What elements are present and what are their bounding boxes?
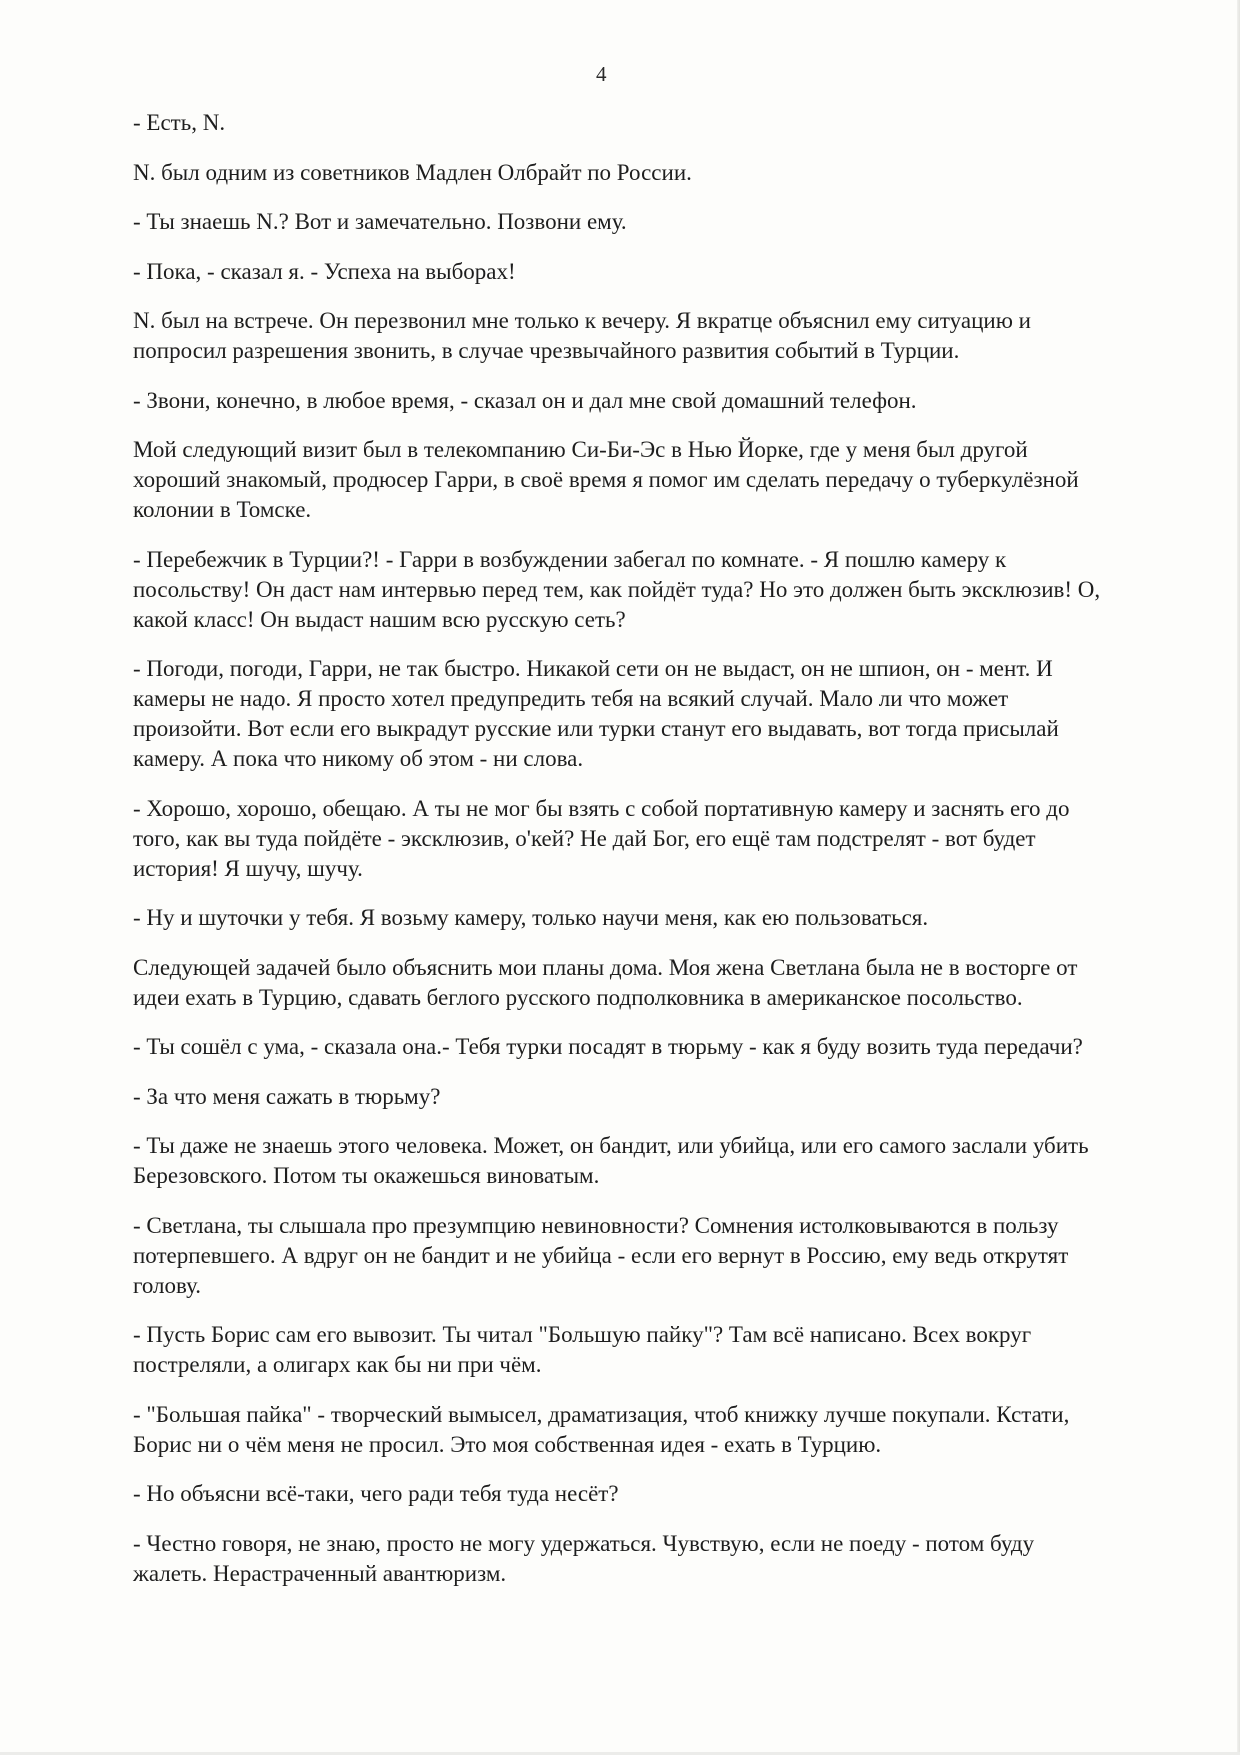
- paragraph: - Пусть Борис сам его вывозит. Ты читал "Большую пайку"? Там всё написано. Всех вокруг постреляли, а олигарх как бы ни при чём.: [133, 1322, 1032, 1377]
- document-body: [133, 108, 1103, 1608]
- paragraph: Мой следующий визит был в телекомпанию Си-Би-Эс в Нью Йорке, где у меня был другой хороший знакомый, продюсер Гарри, в своё время я помог им сделать передачу о туберкулёзной колонии в Томске.: [133, 437, 1079, 522]
- paragraph: Следующей задачей было объяснить мои планы дома. Моя жена Светлана была не в восторге от идеи ехать в Турцию, сдавать беглого русского подполковника в американское посольство.: [133, 954, 1078, 1010]
- paragraph: - Есть, N.: [133, 110, 226, 135]
- paragraph: - Честно говоря, не знаю, просто не могу удержаться. Чувствую, если не поеду - потом буду жалеть. Нерастраченный авантюризм.: [133, 1530, 1035, 1586]
- paragraph: - Хорошо, хорошо, обещаю. А ты не мог бы взять с собой портативную камеру и заснять его до того, как вы туда пойдёте - эксклюзив, о'кей? Не дай Бог, его ещё там подстрелят - вот будет история! Я шучу, шучу.: [133, 795, 1070, 881]
- paragraph: - Ты даже не знаешь этого человека. Может, он бандит, или убийца, или его самого заслали убить Березовского. Потом ты окажешься виноватым.: [133, 1133, 1089, 1188]
- paragraph: N. был одним из советников Мадлен Олбрайт по России.: [133, 159, 692, 185]
- paragraph: - Ты сошёл с ума, - сказала она.- Тебя турки посадят в тюрьму - как я буду возить туда передачи?: [133, 1034, 1083, 1059]
- paragraph: - Но объясни всё-таки, чего ради тебя туда несёт?: [133, 1481, 619, 1506]
- paragraph: - Светлана, ты слышала про презумпцию невиновности? Сомнения истолковываются в пользу потерпевшего. А вдруг он не бандит и не убийца - если его вернут в Россию, ему ведь открутят голову.: [133, 1212, 1069, 1298]
- paragraph: - Перебежчик в Турции?! - Гарри в возбуждении забегал по комнате. - Я пошлю камеру к посольству! Он даст нам интервью перед тем, как пойдёт туда? Но это должен быть эксклюзив! О, какой класс! Он выдаст нашим всю русскую сеть?: [133, 546, 1101, 632]
- paragraph: - Пока, - сказал я. - Успеха на выборах!: [133, 258, 516, 284]
- paragraph: - Ну и шуточки у тебя. Я возьму камеру, только научи меня, как ею пользоваться.: [133, 905, 929, 930]
- paragraph: N. был на встрече. Он перезвонил мне только к вечеру. Я вкратце объяснил ему ситуацию и попросил разрешения звонить, в случае чрезвычайного развития событий в Турции.: [133, 308, 1031, 363]
- paragraph: - Ты знаешь N.? Вот и замечательно. Позвони ему.: [133, 209, 627, 234]
- paragraph: - Звони, конечно, в любое время, - сказал он и дал мне свой домашний телефон.: [133, 387, 917, 413]
- paragraph: - "Большая пайка" - творческий вымысел, драматизация, чтоб книжку лучше покупали. Кстати, Борис ни о чём меня не просил. Это моя собственная идея - ехать в Турцию.: [133, 1401, 1070, 1457]
- paragraph: - Погоди, погоди, Гарри, не так быстро. Никакой сети он не выдаст, он не шпион, он - мент. И камеры не надо. Я просто хотел предупредить тебя на всякий случай. Мало ли что может произойти. Вот если его выкрадут русские или турки станут его выдавать, вот тогда присылай камеру. А пока что никому об этом - ни слова.: [133, 656, 1059, 771]
- page-number: 4: [596, 62, 607, 86]
- paragraph: - За что меня сажать в тюрьму?: [133, 1083, 441, 1109]
